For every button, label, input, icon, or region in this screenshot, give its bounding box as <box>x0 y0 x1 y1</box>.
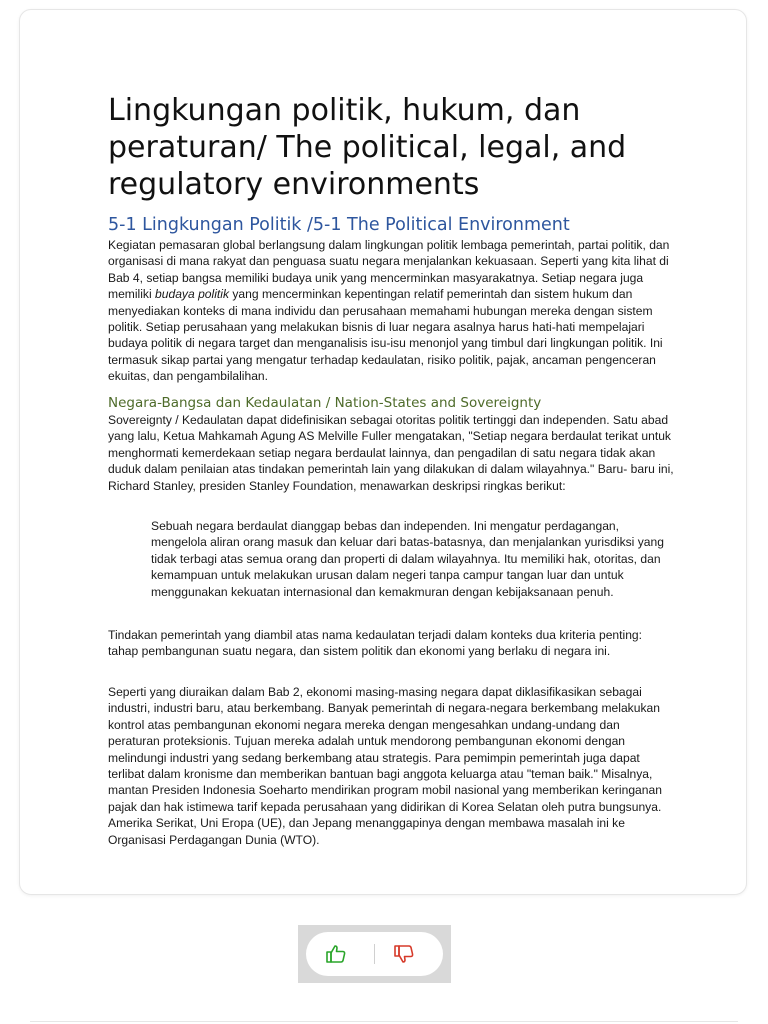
section-heading: 5-1 Lingkungan Politik /5-1 The Political Environment <box>108 215 570 235</box>
emphasis-text: budaya politik <box>155 287 229 302</box>
thumbs-down-icon <box>392 942 416 966</box>
block-quote: Sebuah negara berdaulat dianggap bebas dan independen. Ini mengatur perdagangan, mengelola aliran orang masuk dan keluar dari batas-batasnya, dan menjalankan yurisdiksi yang tidak terbagi atas semua orang dan properti di dalam wilayahnya. Itu memiliki hak, otoritas, dan kemampuan untuk melakukan urusan dalam negeri tanpa campur tangan luar dan untuk menggunakan kekuatan internasional dan kemakmuran dengan kebijaksanaan penuh. <box>151 519 664 599</box>
document-title: Lingkungan politik, hukum, dan peraturan/ The political, legal, and regulatory environments <box>108 93 627 202</box>
paragraph-government-actions: Tindakan pemerintah yang diambil atas nama kedaulatan terjadi dalam konteks dua kriteria penting: tahap pembangunan suatu negara, dan sistem politik dan ekonomi yang berlaku di negara ini. <box>108 628 643 659</box>
paragraph-text: yang mencerminkan kepentingan relatif pemerintah dan sistem hukum dan menyediakan konteks di mana individu dan perusahaan memahami hubungan mereka dengan sistem politik. Setiap perusahaan yang melakukan bisnis di luar negara asalnya harus hati-hati mempelajari budaya politik di negara target dan menganalisis isu-isu menonjol yang timbul dari lingkungan politik. Ini termasuk sikap partai yang mengatur terhadap kedaulatan, risiko politik, pajak, ancaman pengenceran ekuitas, dan pengambilalihan. <box>108 287 663 384</box>
thumbs-up-icon <box>324 942 348 966</box>
footer-divider <box>30 1021 738 1022</box>
paragraph-political-environment <box>108 237 674 385</box>
paragraph-text: Kegiatan pemasaran global berlangsung dalam lingkungan politik lembaga pemerintah, partai politik, dan organisasi di mana rakyat dan penguasa suatu negara menjalankan kekuasaan. Seperti yang kita lihat di Bab 4, setiap bangsa memiliki budaya unik yang mencerminkan masyarakatnya. Setiap negara juga memiliki <box>108 238 670 302</box>
paragraph-sovereignty: Sovereignty / Kedaulatan dapat didefinisikan sebagai otoritas politik tertinggi dan independen. Satu abad yang lalu, Ketua Mahkamah Agung AS Melville Fuller mengatakan, "Setiap negara berdaulat terikat untuk menghormati kemerdekaan setiap negara berdaulat lainnya, dan pengadilan di satu negara tidak akan duduk dalam penilaian atas tindakan pemerintah lain yang dilakukan di dalam wilayahnya." Baru- baru ini, Richard Stanley, presiden Stanley Foundation, menawarkan deskripsi ringkas berikut: <box>108 413 674 493</box>
feedback-widget <box>298 925 451 983</box>
feedback-pill <box>306 932 443 976</box>
thumbs-down-button[interactable] <box>392 942 416 966</box>
feedback-divider <box>374 944 375 964</box>
thumbs-up-button[interactable] <box>324 942 348 966</box>
subsection-heading: Negara-Bangsa dan Kedaulatan / Nation-States and Sovereignty <box>108 395 542 411</box>
paragraph-economy-classification: Seperti yang diuraikan dalam Bab 2, ekonomi masing-masing negara dapat diklasifikasikan sebagai industri, industri baru, atau berkembang. Banyak pemerintah di negara-negara berkembang melakukan kontrol atas pembangunan ekonomi negara mereka dengan mengesahkan undang-undang dan peraturan proteksionis. Tujuan mereka adalah untuk mendorong pembangunan ekonomi dengan melindungi industri yang sedang berkembang atau strategis. Para pemimpin pemerintah juga dapat terlibat dalam kronisme dan memberikan bantuan bagi anggota keluarga atau "teman baik." Misalnya, mantan Presiden Indonesia Soeharto mendirikan program mobil nasional yang memberikan keringanan pajak dan hak istimewa tarif kepada perusahaan yang didirikan di Korea Selatan oleh putra bungsunya. Amerika Serikat, Uni Eropa (UE), dan Jepang menanggapinya dengan membawa masalah ini ke Organisasi Perdagangan Dunia (WTO). <box>108 685 662 847</box>
